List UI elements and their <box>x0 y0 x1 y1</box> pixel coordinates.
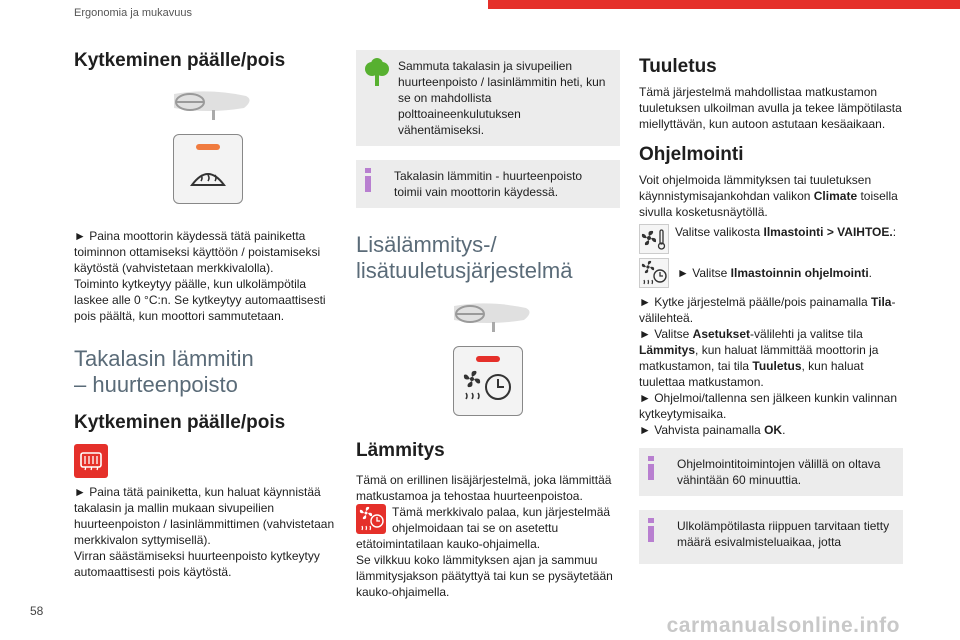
section-heading-switch: Kytkeminen päälle/pois <box>74 50 286 71</box>
body-text-span: Tämä merkkivalo palaa, kun järjestelmää ohjelmoidaan tai se on asetettu etätoimintatilaan kauko-ohjaimella. <box>356 505 611 551</box>
steering-wheel-icon <box>440 302 536 336</box>
text-span: , kun haluat lämmittää moottorin ja matkustamon, tai tila <box>639 343 879 373</box>
eco-note <box>356 50 620 146</box>
body-text: ► Ohjelmoi/tallenna sen jälkeen kunkin valinnan kytkeytymisaika. <box>639 391 898 421</box>
section-heading-auxiliary-system <box>356 232 620 284</box>
heating-warning-light-icon <box>356 504 386 534</box>
body-text <box>639 422 903 438</box>
column-1 <box>74 50 342 580</box>
body-text: Tämä on erillinen lisäjärjestelmä, joka lämmittää matkustamoa ja tehostaa huurteenpoistoa. <box>356 473 612 503</box>
text-span: Voit ohjelmoida lämmityksen tai tuuletuksen käynnistymisajankohdan valikon <box>639 173 872 203</box>
menu-name-climate: Climate <box>813 189 858 203</box>
windscreen-defrost-button <box>173 134 243 204</box>
mode-name: Tuuletus <box>752 359 802 373</box>
text-span: ► Vahvista painamalla <box>639 423 765 437</box>
step-text <box>677 265 872 281</box>
text-span: , kun haluat tuulettaa matkustamon. <box>639 359 864 389</box>
section-heading-rear-window <box>74 346 342 398</box>
column-3 <box>639 50 903 578</box>
tab-name: Tila <box>871 295 892 309</box>
indicator-led <box>476 356 500 362</box>
note-text: Sammuta takalasin ja sivupeilien huurteenpoisto / lasinlämmitin heti, kun se on mahdollista polttoaineenkulutuksen vähentämiseksi. <box>398 59 606 137</box>
info-note <box>356 160 620 208</box>
steering-wheel-icon <box>160 90 256 124</box>
menu-path: Ilmastointi > VAIHTOE. <box>763 225 893 239</box>
climate-menu-icon <box>639 224 669 254</box>
column-2 <box>356 50 620 600</box>
body-text: Toiminto kytkeytyy päälle, kun ulkolämpötila laskee alle 0 °C:n. Se kytkeytyy automaattisesti pois päältä, kun moottori sammutetaan. <box>74 277 326 323</box>
section-heading-ventilation: Tuuletus <box>639 56 717 77</box>
climate-programming-icon <box>639 258 669 288</box>
note-text: Takalasin lämmitin - huurteenpoisto toimii vain moottorin käydessä. <box>394 169 583 199</box>
step-text <box>675 224 896 240</box>
text-span: ► Valitse <box>639 327 693 341</box>
rear-defrost-icon <box>74 444 108 478</box>
heading-line: Takalasin lämmitin <box>74 346 254 371</box>
menu-item-programming: Ilmastoinnin ohjelmointi <box>730 266 869 280</box>
instruction-text: ► Paina moottorin käydessä tätä painiketta toiminnon ottamiseksi käyttöön / poistamiseksi käytöstä (vahvistetaan merkkivalolla). <box>74 229 321 275</box>
instruction-text: ► Paina tätä painiketta, kun haluat käynnistää takalasin ja mallin mukaan sivupeilien huurteenpoiston / lasinlämmittimen (vahvistetaan merkkivalon syttymisellä). <box>74 485 335 547</box>
auxiliary-heating-button <box>453 346 523 416</box>
tab-name: Asetukset <box>692 327 751 341</box>
section-heading-programming: Ohjelmointi <box>639 144 744 165</box>
info-note <box>639 448 903 496</box>
body-text <box>639 326 903 390</box>
ok-label: OK <box>764 423 783 437</box>
text-span: ► Kytke järjestelmä päälle/pois painamalla <box>639 295 871 309</box>
menu-step <box>639 224 903 254</box>
text-span: ► Valitse <box>677 266 731 280</box>
text-span: -välilehti ja valitse tila <box>750 327 863 341</box>
fan-timer-icon <box>462 369 514 403</box>
info-icon <box>647 518 655 542</box>
text-span: Valitse valikosta <box>675 225 764 239</box>
mode-name: Lämmitys <box>639 343 696 357</box>
watermark: carmanualsonline.info <box>666 614 900 637</box>
heading-line: Lisälämmitys-/ <box>356 232 497 257</box>
heading-line: – huurteenpoisto <box>74 372 238 397</box>
note-text: Ulkolämpötilasta riippuen tarvitaan tietty määrä esivalmisteluaikaa, jotta <box>677 519 890 549</box>
running-header: Ergonomia ja mukavuus <box>74 7 193 19</box>
text-span: . <box>868 266 873 280</box>
body-text: Se vilkkuu koko lämmityksen ajan ja sammuu lämmitysjakson päätyttyä tai kun se pysäytetään kauko-ohjaimella. <box>356 553 613 599</box>
indicator-led <box>196 144 220 150</box>
body-text <box>639 294 903 326</box>
eco-tree-icon <box>364 58 390 88</box>
info-icon <box>364 168 372 192</box>
info-icon <box>647 456 655 480</box>
body-text: Virran säästämiseksi huurteenpoisto kytkeytyy automaattisesti pois käytöstä. <box>74 549 320 579</box>
body-text: Tämä järjestelmä mahdollistaa matkustamon tuuletuksen ulkoilman avulla ja tekee lämpötilasta miellyttävän, kun autoon astutaan kesäaikaan. <box>639 85 902 131</box>
text-span: . <box>782 423 786 437</box>
body-text <box>356 504 620 552</box>
text-span: : <box>892 225 897 239</box>
info-note <box>639 510 903 564</box>
section-heading-switch-2: Kytkeminen päälle/pois <box>74 412 286 433</box>
windscreen-defrost-icon <box>188 163 228 189</box>
note-text: Ohjelmointitoimintojen välillä on oltava vähintään 60 minuuttia. <box>677 457 881 487</box>
text-span: -välilehteä. <box>639 295 896 325</box>
header-accent-bar <box>488 0 960 9</box>
page-number: 58 <box>30 604 44 618</box>
text-span: toisella sivulla kosketusnäytöllä. <box>639 189 898 219</box>
body-text <box>639 172 903 220</box>
section-heading-heating: Lämmitys <box>356 440 445 461</box>
heading-line: lisätuuletusjärjestelmä <box>356 258 573 283</box>
menu-step <box>639 258 903 288</box>
